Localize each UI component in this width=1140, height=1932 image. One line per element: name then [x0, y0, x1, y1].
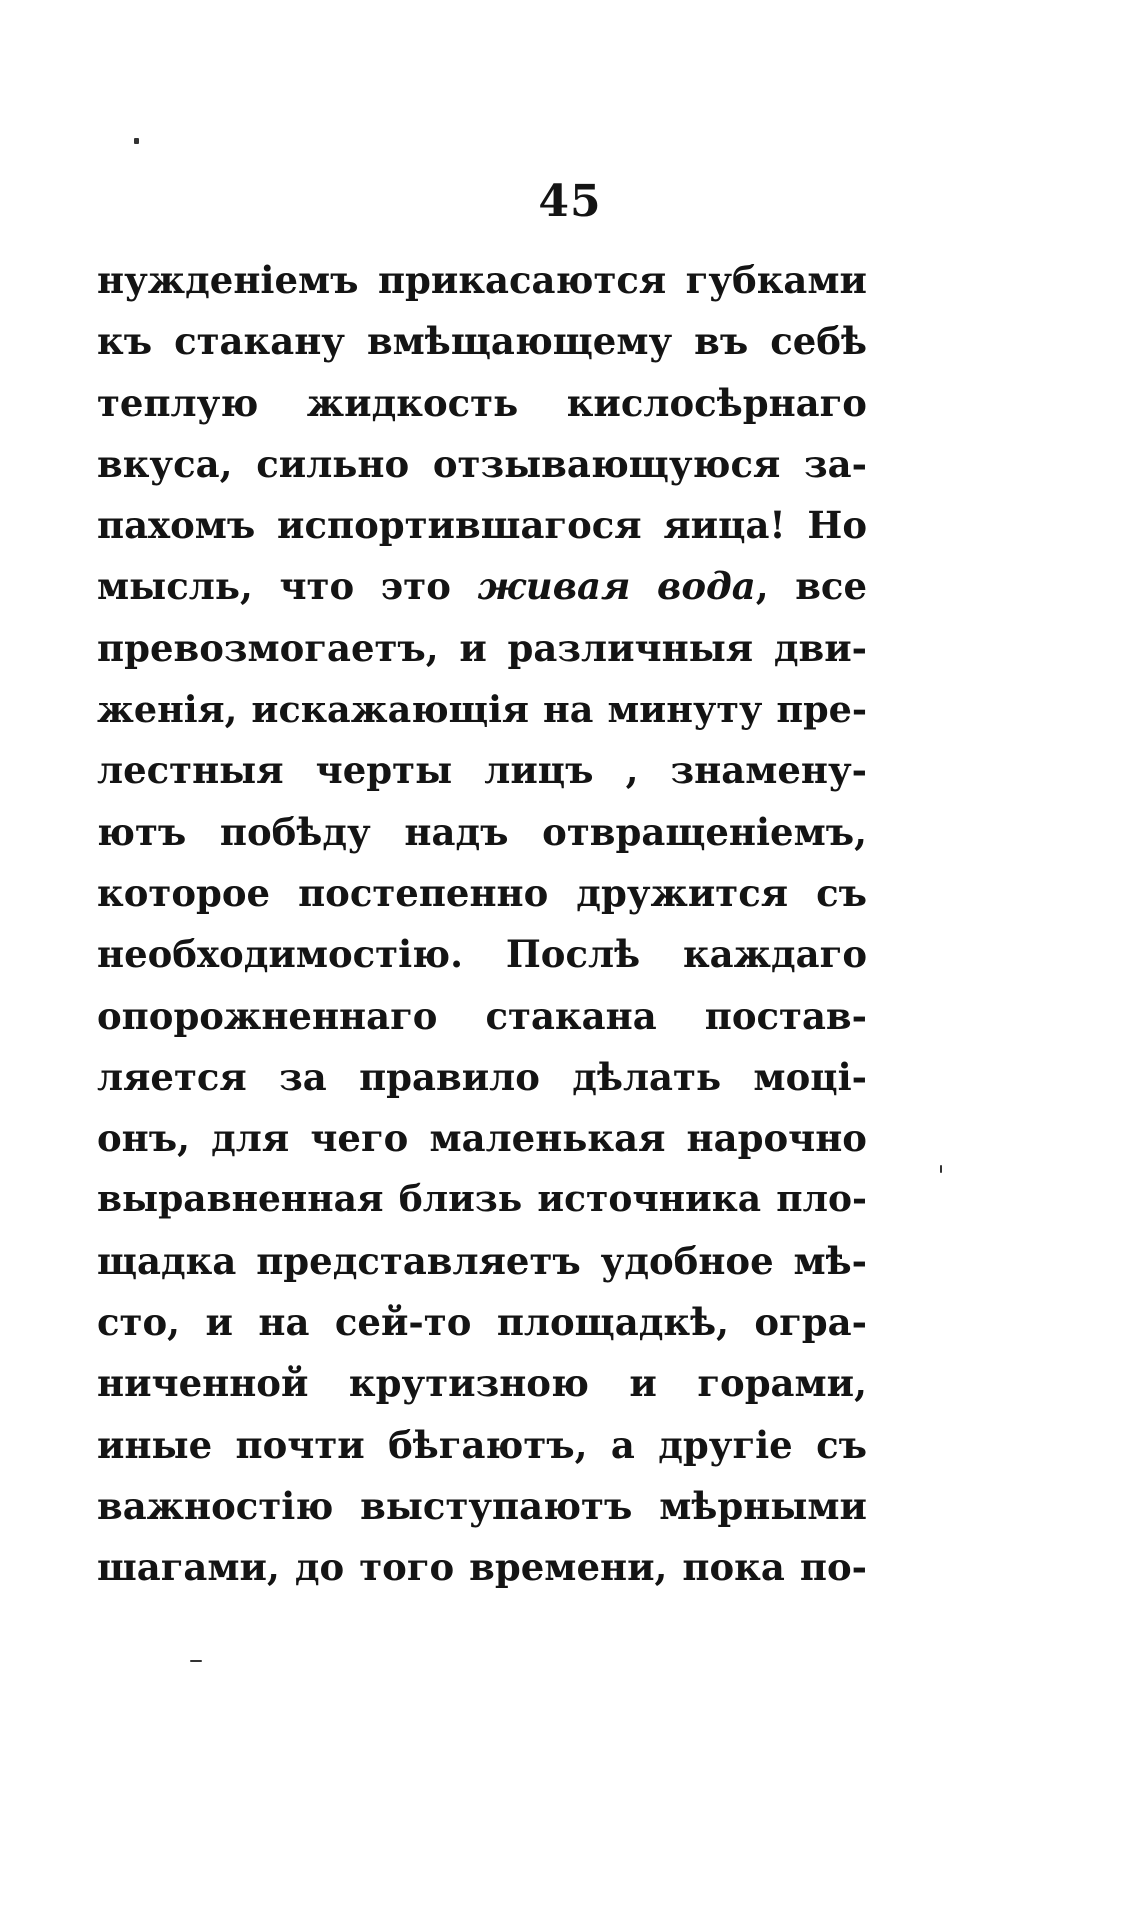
italic-phrase: живая вода	[477, 564, 756, 609]
text-line: важностію выступаютъ мѣрными	[97, 1483, 867, 1528]
text-line: нужденіемъ прикасаются губками	[97, 258, 867, 302]
text-line: иные почти бѣгаютъ, а другіе съ	[97, 1422, 867, 1467]
text-line	[97, 556, 867, 617]
text-line: ниченной крутизною и горами,	[97, 1361, 867, 1406]
text-line: женія, искажающія на минуту пре-	[97, 688, 867, 732]
text-line: щадка представляетъ удобное мѣ-	[97, 1238, 867, 1283]
text-line: шагами, до того времени, пока по-	[97, 1545, 867, 1590]
text-line: къ стакану вмѣщающему въ себѣ	[97, 319, 867, 364]
text-fragment: мысль, что это	[97, 564, 478, 609]
text-line: теплую жидкость кислосѣрнаго	[97, 380, 867, 425]
ink-speck	[940, 1165, 942, 1173]
text-line: сто, и на сей-то площадкѣ, огра-	[97, 1300, 867, 1345]
text-line: лестныя черты лицъ , знамену-	[97, 748, 867, 793]
text-line: пахомъ испортившагося яица! Но	[97, 503, 867, 548]
text-fragment: , все	[755, 564, 868, 609]
text-line: превозмогаетъ, и различныя дви-	[97, 625, 867, 670]
body-text	[97, 250, 867, 1599]
text-line: ляется за правило дѣлать моці-	[97, 1054, 867, 1099]
text-line: вкуса, сильно отзывающуюся за-	[97, 441, 867, 486]
text-line: ютъ побѣду надъ отвращеніемъ,	[97, 809, 867, 854]
text-line: которое постепенно дружится съ	[97, 870, 867, 915]
text-line: опорожненнаго стакана постав-	[97, 993, 867, 1038]
ink-speck	[190, 1660, 202, 1662]
text-line: выравненная близь источника пло-	[97, 1178, 867, 1221]
page-number: 45	[538, 176, 602, 227]
text-line: необходимостію. Послѣ каждаго	[97, 932, 867, 977]
ink-speck	[134, 138, 139, 144]
text-line: онъ, для чего маленькая нарочно	[97, 1116, 867, 1161]
